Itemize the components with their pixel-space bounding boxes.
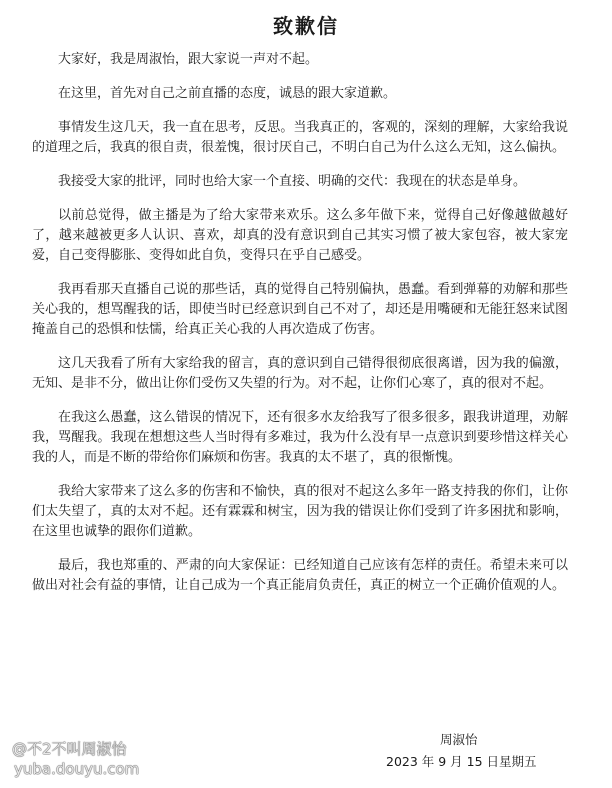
watermark-url: yuba.douyu.com [14,760,140,778]
paragraph: 大家好，我是周淑怡，跟大家说一声对不起。 [58,52,319,67]
signature-date: 2023 年 9 月 15 日星期五 [386,754,537,769]
paragraph: 我给大家带来了这么多的伤害和不愉快，真的很对不起这么多年一路支持我的你们，让你们太失望了，真的太对不起。还有霖霖和树宝，因为我的错误让你们受到了许多困扰和影响，在这里也诚挚的跟你们道歉。 [32,484,568,539]
signature-name: 周淑怡 [440,732,478,747]
letter-body [32,50,568,610]
paragraph: 在这里，首先对自己之前直播的态度，诚恳的跟大家道歉。 [58,86,397,101]
paragraph: 以前总觉得，做主播是为了给大家带来欢乐。这么多年做下来，觉得自己好像越做越好了，越来越被更多人认识、喜欢，却真的没有意识到自己其实习惯了被大家包容，被大家宠爱，自己变得膨胀、变得如此自负，变得只在乎自己感受。 [32,208,568,263]
paragraph: 我接受大家的批评，同时也给大家一个直接、明确的交代：我现在的状态是单身。 [58,174,527,189]
letter-title: 致歉信 [273,14,339,38]
paragraph: 在我这么愚蠢，这么错误的情况下，还有很多水友给我写了很多很多，跟我讲道理，劝解我，骂醒我。我现在想想这些人当时得有多难过，我为什么没有早一点意识到要珍惜这样关心我的人，而是不断的带给你们麻烦和伤害。我真的太不堪了，真的很惭愧。 [32,410,568,465]
paragraph: 这几天我看了所有大家给我的留言，真的意识到自己错得很彻底很离谱，因为我的偏激，无知、是非不分，做出让你们受伤又失望的行为。对不起，让你们心寒了，真的很对不起。 [32,356,568,391]
paragraph: 最后，我也郑重的、严肃的向大家保证：已经知道自己应该有怎样的责任。希望未来可以做出对社会有益的事情，让自己成为一个真正能肩负责任，真正的树立一个正确价值观的人。 [32,558,568,593]
paragraph: 我再看那天直播自己说的那些话，真的觉得自己特别偏执，愚蠢。看到弹幕的劝解和那些关心我的，想骂醒我的话，即使当时已经意识到自己不对了，却还是用嘴硬和无能狂怒来试图掩盖自己的恐惧和怯懦，给真正关心我的人再次造成了伤害。 [32,282,568,337]
paragraph: 事情发生这几天，我一直在思考，反思。当我真正的，客观的，深刻的理解，大家给我说的道理之后，我真的很自责，很羞愧，很讨厌自己，不明白自己为什么这么无知，这么偏执。 [32,120,568,155]
watermark-handle: @不2不叫周淑怡 [12,740,127,758]
